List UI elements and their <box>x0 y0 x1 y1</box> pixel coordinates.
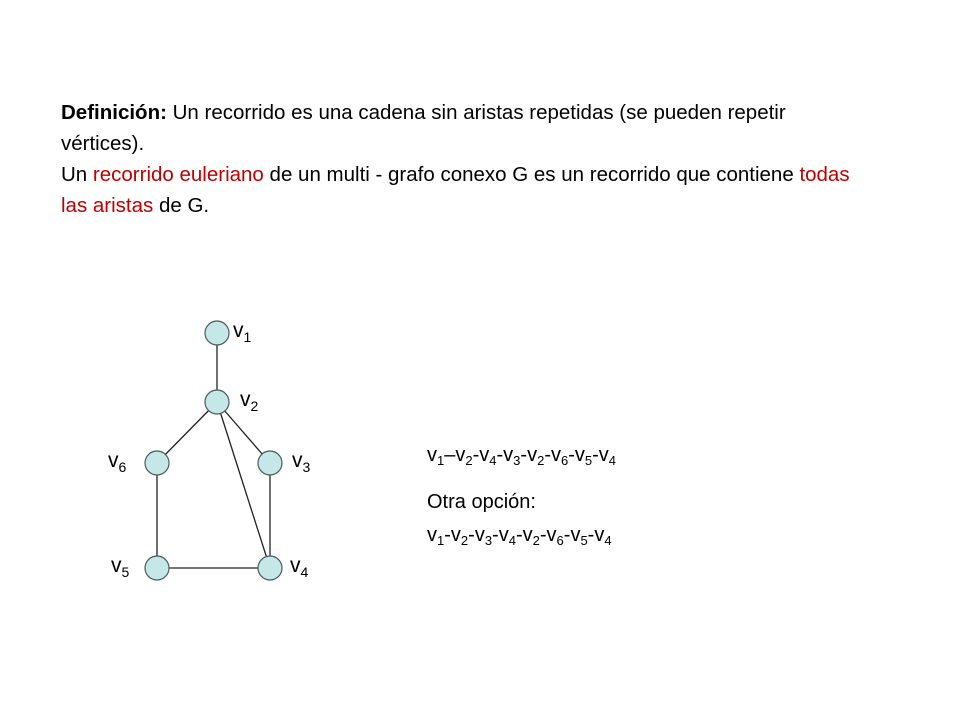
walk-1-step-separator: - <box>472 444 480 466</box>
walk-2-step-vertex: v <box>474 524 485 546</box>
node-label-v5: $v_5$ <box>111 554 130 580</box>
walk-1-step-vertex: v <box>574 444 585 466</box>
all-edges-highlight: todas las aristas <box>61 163 850 217</box>
node-v3 <box>258 451 282 475</box>
eulerian-text-c: de G. <box>153 194 210 217</box>
walk-2-step-index: 3 <box>484 533 493 548</box>
eulerian-text-a: Un <box>61 163 93 186</box>
definition-sentence: Un recorrido es una cadena sin aristas repetidas (se pueden repetir vértices). <box>61 101 786 155</box>
walk-1-step-separator: - <box>592 444 599 466</box>
node-label-v2: $v_2$ <box>240 388 259 414</box>
walk-1-step <box>455 444 479 466</box>
walk-1-step <box>503 444 527 466</box>
edge-v2-v6 <box>157 402 217 463</box>
walk-1-step-index: 3 <box>513 453 521 468</box>
node-label-v6: $v_6$ <box>108 449 127 475</box>
walk-2-step <box>499 524 523 546</box>
walk-1-step-index: 4 <box>489 453 497 468</box>
walk-2-step-index: 5 <box>580 533 588 548</box>
node-label-v3: $v_3$ <box>292 449 311 475</box>
walk-1-step-separator: - <box>520 444 528 466</box>
labels-layer <box>108 319 311 580</box>
walk-1-step-vertex: v <box>503 444 514 466</box>
walk-1-step <box>575 444 599 466</box>
walk-2-step-index: 6 <box>556 533 564 548</box>
walk-1-step-index: 6 <box>560 453 569 468</box>
walk-2-step <box>547 524 571 546</box>
walk-2-step-index: 4 <box>604 533 612 548</box>
edges-layer <box>157 333 270 568</box>
edge-v2-v4 <box>217 402 270 568</box>
walk-1-step-index: 1 <box>437 453 445 468</box>
walk-2-step-separator: - <box>587 524 595 546</box>
walk-2-step <box>451 524 475 546</box>
walk-1-step-vertex: v <box>527 444 538 466</box>
node-label-v4: $v_4$ <box>290 554 309 580</box>
walk-1-step-index: 4 <box>608 453 617 468</box>
walk-2-step <box>594 524 611 546</box>
walk-2-step-separator: - <box>515 524 523 546</box>
walk-2-step-vertex: v <box>522 524 533 546</box>
walk-1-step <box>479 444 503 466</box>
walk-2-step-index: 2 <box>460 533 469 548</box>
walk-2-step-vertex: v <box>450 524 461 546</box>
walk-1-step-index: 2 <box>465 453 473 468</box>
walk-2-step <box>570 524 594 546</box>
walk-1-step-vertex: v <box>427 444 437 466</box>
walk-2-step-vertex: v <box>594 524 605 546</box>
walk-2-step <box>475 524 499 546</box>
definition-term: Definición: <box>61 101 167 124</box>
eulerian-term-highlight: recorrido euleriano <box>92 163 264 186</box>
walk-1-step-separator: - <box>568 444 575 466</box>
node-label-v1: $v_1$ <box>233 319 252 345</box>
walk-2-step-separator: - <box>539 524 547 546</box>
walk-2-step-separator: - <box>492 524 499 546</box>
walk-1-step-vertex: v <box>598 444 609 466</box>
walk-2-step <box>523 524 547 546</box>
node-v5 <box>145 556 169 580</box>
alternative-option-heading: Otra opción: <box>427 491 536 513</box>
walk-1-step-vertex: v <box>479 444 490 466</box>
walk-1-step-separator: – <box>444 444 456 466</box>
walk-2-step <box>427 524 451 546</box>
walk-2-step-index: 1 <box>437 533 445 548</box>
walk-2-step-vertex: v <box>498 524 509 546</box>
walk-2-step-vertex: v <box>546 524 557 546</box>
node-v6 <box>145 451 169 475</box>
walk-1-step <box>427 444 455 466</box>
walk-2-step-separator: - <box>563 524 571 546</box>
node-v4 <box>258 556 282 580</box>
walk-2-step-separator: - <box>468 524 475 546</box>
walk-2-step-index: 4 <box>508 533 516 548</box>
walk-1-step-index: 5 <box>584 453 593 468</box>
walk-1-step-index: 2 <box>537 453 545 468</box>
walk-2-step-vertex: v <box>570 524 581 546</box>
walk-1-step-separator: - <box>544 444 551 466</box>
node-v2 <box>205 390 229 414</box>
walk-1-step-separator: - <box>496 444 504 466</box>
alternative-walk-sequence <box>427 523 612 547</box>
walk-2-step-vertex: v <box>427 524 437 546</box>
walk-1-step-vertex: v <box>550 444 561 466</box>
walk-1-step <box>599 444 616 466</box>
walk-2-step-separator: - <box>444 524 451 546</box>
walk-1-step-vertex: v <box>455 444 466 466</box>
walk-2-step-index: 2 <box>532 533 540 548</box>
walk-1-step <box>551 444 575 466</box>
eulerian-text-b: de un multi - grafo conexo G es un recorrido que contiene <box>263 163 800 186</box>
node-v1 <box>205 321 229 345</box>
eulerian-walk-sequence <box>427 443 616 467</box>
walk-1-step <box>527 444 551 466</box>
